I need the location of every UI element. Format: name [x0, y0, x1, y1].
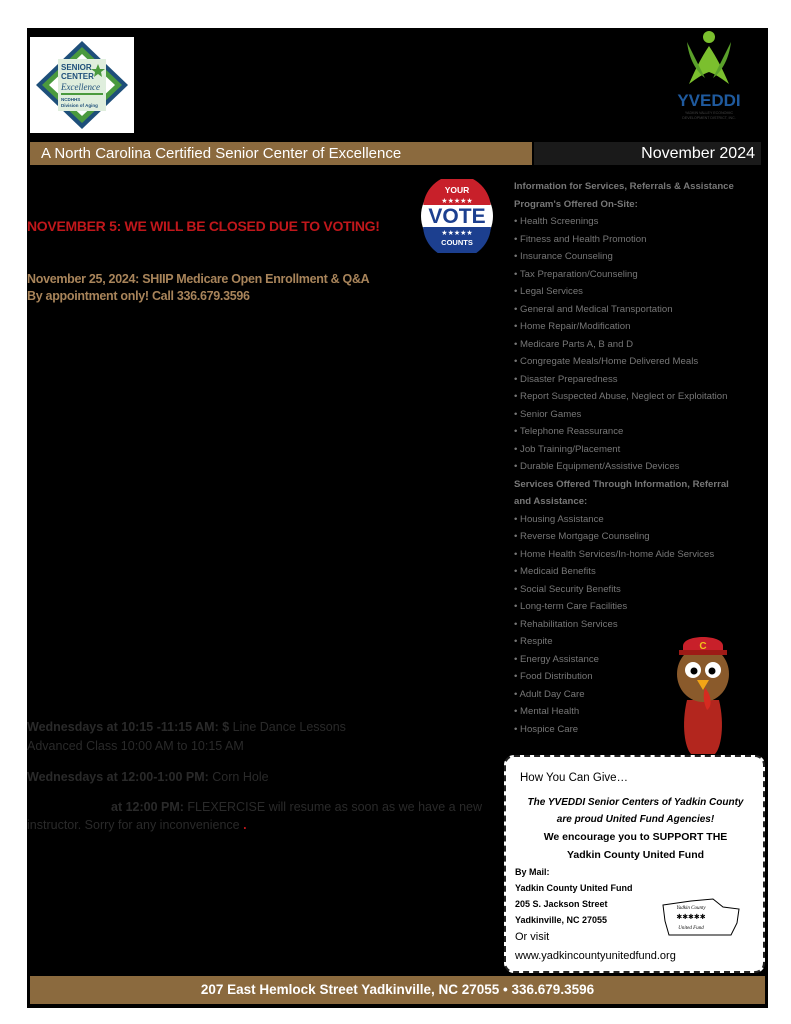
- line-dance-time: Wednesdays at 10:15 -11:15 AM: $: [27, 720, 230, 734]
- give-line-2: are proud United Fund Agencies!: [556, 814, 715, 825]
- sce-line3: Excellence: [61, 82, 100, 92]
- yveddi-name: YVEDDI: [677, 91, 741, 110]
- list-item: • Food Distribution: [514, 671, 593, 682]
- list-item: • Energy Assistance: [514, 653, 599, 665]
- mail-address-line-1: Yadkin County United Fund: [515, 883, 633, 893]
- flexercise-apology: instructor. Sorry for any inconvenience: [27, 818, 240, 832]
- list-item: • Report Suspected Abuse, Neglect or Exploitation: [514, 391, 728, 402]
- services-heading-4: and Assistance:: [514, 496, 588, 507]
- give-line-4: Yadkin County United Fund: [566, 849, 705, 861]
- by-mail-label: By Mail:: [515, 867, 550, 877]
- sce-line2: CENTER: [61, 72, 94, 81]
- list-item: • Hospice Care: [514, 723, 579, 735]
- give-title: How You Can Give…: [520, 772, 629, 784]
- svg-text:✱✱✱✱✱: ✱✱✱✱✱: [676, 913, 706, 921]
- list-item: • Legal Services: [514, 286, 583, 297]
- corn-hole-label: Corn Hole: [208, 770, 269, 784]
- list-item: • Reverse Mortgage Counseling: [514, 531, 650, 542]
- list-item: • Telephone Reassurance: [514, 426, 624, 437]
- uf-logo-line-1: Yadkin County: [676, 906, 706, 911]
- red-period: .: [243, 818, 247, 832]
- list-item: • Job Training/Placement: [514, 443, 621, 455]
- list-item: • Adult Day Care: [514, 688, 585, 700]
- line-dance-label: Line Dance Lessons: [229, 720, 346, 734]
- flexercise-time: at 12:00 PM:: [111, 800, 184, 814]
- list-item: • Insurance Counseling: [514, 251, 613, 262]
- list-item: • Disaster Preparedness: [514, 373, 618, 385]
- services-heading-3: Services Offered Through Information, Referral: [514, 478, 729, 490]
- your-vote-counts-badge: [420, 179, 494, 253]
- united-fund-website-link[interactable]: www.yadkincountyunitedfund.org: [515, 950, 676, 962]
- list-item: • Home Health Services/In-home Aide Services: [514, 548, 715, 560]
- sce-line5: Division of Aging: [61, 103, 98, 108]
- uf-logo-line-2: United Fund: [678, 926, 704, 931]
- svg-text:★★★★★: ★★★★★: [441, 197, 473, 205]
- list-item: • Durable Equipment/Assistive Devices: [514, 461, 680, 472]
- list-item: • Respite: [514, 636, 553, 647]
- senior-center-excellence-logo: [30, 37, 134, 133]
- closed-notice: NOVEMBER 5: WE WILL BE CLOSED DUE TO VOTING!: [27, 218, 380, 234]
- flyer-page: [27, 28, 768, 1008]
- list-item: • Fitness and Health Promotion: [514, 233, 647, 245]
- month-label: November 2024: [534, 142, 761, 165]
- list-item: • Medicare Parts A, B and D: [514, 338, 634, 350]
- or-visit-label: Or visit: [515, 931, 550, 943]
- sce-line4: NCDHHS: [61, 97, 81, 102]
- flexercise-notice-cont: [27, 818, 247, 832]
- yveddi-tagline-2: DEVELOPMENT DISTRICT, INC.: [682, 116, 736, 120]
- sce-line1: SENIOR: [61, 63, 92, 72]
- list-item: • General and Medical Transportation: [514, 303, 673, 315]
- svg-text:★★★★★: ★★★★★: [441, 229, 473, 237]
- flexercise-notice: [27, 800, 482, 814]
- mail-address-line-2: 205 S. Jackson Street: [515, 899, 608, 909]
- list-item: • Long-term Care Facilities: [514, 601, 628, 612]
- give-line-1: The YVEDDI Senior Centers of Yadkin County: [527, 797, 744, 808]
- give-line-3: We encourage you to SUPPORT THE: [543, 831, 728, 843]
- advanced-class-schedule: Advanced Class 10:00 AM to 10:15 AM: [27, 739, 244, 753]
- list-item: • Tax Preparation/Counseling: [514, 268, 638, 280]
- footer-address-bar: 207 East Hemlock Street Yadkinville, NC 27055 • 336.679.3596: [30, 976, 765, 1004]
- corn-hole-time: Wednesdays at 12:00-1:00 PM:: [27, 770, 209, 784]
- list-item: • Congregate Meals/Home Delivered Meals: [514, 356, 699, 367]
- vote-bottom-text: COUNTS: [441, 238, 473, 247]
- list-item: • Health Screenings: [514, 216, 599, 227]
- list-item: • Social Security Benefits: [514, 583, 621, 595]
- services-heading-2: Program's Offered On-Site:: [514, 198, 638, 210]
- list-item: • Mental Health: [514, 706, 580, 717]
- turkey-illustration: [671, 630, 735, 754]
- united-fund-county-logo: [661, 895, 741, 937]
- list-item: • Home Repair/Modification: [514, 321, 631, 332]
- list-item: • Senior Games: [514, 408, 582, 420]
- list-item: • Housing Assistance: [514, 513, 604, 525]
- yveddi-tagline-1: YADKIN VALLEY ECONOMIC: [684, 111, 734, 115]
- yveddi-logo: [659, 28, 759, 124]
- list-item: • Rehabilitation Services: [514, 618, 618, 630]
- certified-center-banner: A North Carolina Certified Senior Center of Excellence: [30, 142, 532, 165]
- line-dance-schedule: [27, 720, 346, 734]
- vote-middle-text: VOTE: [428, 205, 486, 228]
- list-item: • Medicaid Benefits: [514, 566, 596, 577]
- svg-text:C: C: [699, 641, 707, 652]
- services-heading-1: Information for Services, Referrals & Assistance: [514, 181, 734, 192]
- shiip-notice-line-1: November 25, 2024: SHIIP Medicare Open Enrollment & Q&A: [27, 272, 370, 286]
- how-you-can-give-box: [504, 755, 765, 973]
- flexercise-text: FLEXERCISE will resume as soon as we have a new: [183, 800, 482, 814]
- vote-top-text: YOUR: [444, 185, 470, 195]
- shiip-notice-line-2: By appointment only! Call 336.679.3596: [27, 289, 250, 303]
- mail-address-line-3: Yadkinville, NC 27055: [515, 915, 608, 925]
- corn-hole-schedule: [27, 770, 269, 784]
